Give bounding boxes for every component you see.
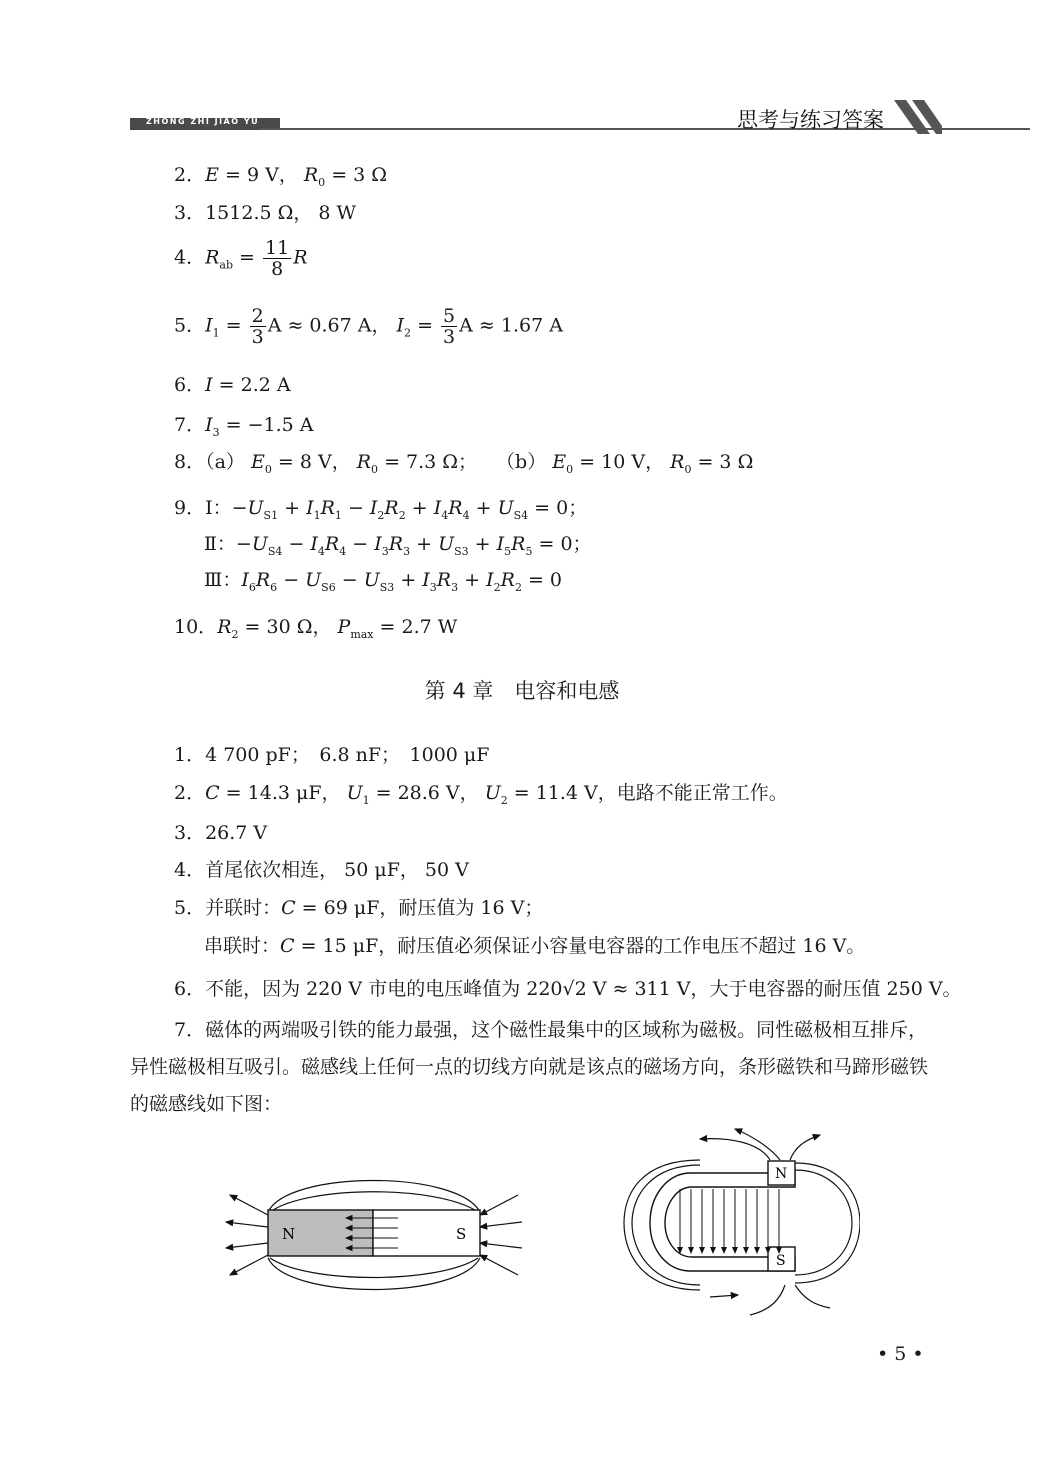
header-band-text: ZHONG ZHI JIAO YU (146, 117, 260, 126)
answer-9-loop3: Ⅲ：$I_6R_6 - U_{S6} - U_{S3} + I_3R_3 + I_2R_2 = 0$ (204, 569, 563, 594)
answer-6: 6．I = 2.2 A (174, 374, 291, 396)
ch4-answer-1: 1．4 700 pF； 6.8 nF； 1000 μF (174, 744, 490, 766)
header-stripes-icon (890, 100, 942, 134)
answer-10: 10．$R_2 = 30$ Ω， $P_{max} = 2.7$ W (174, 616, 458, 641)
ch4-answer-4: 4．首尾依次相连， 50 μF， 50 V (174, 859, 469, 881)
horseshoe-south-label: S (776, 1253, 786, 1269)
ch4-answer-6: 6．不能，因为 220 V 市电的电压峰值为 220√2 V ≈ 311 V，大于电容器的耐压值 250 V。 (174, 978, 962, 1000)
ch4-answer-5b: 串联时：C = 15 μF，耐压值必须保证小容量电容器的工作电压不超过 16 V。 (204, 935, 866, 957)
page-header (130, 100, 942, 134)
answer-2: 2．E = 9 V， $R_0 = 3$ Ω (174, 164, 388, 189)
answer-7: 7．$I_3 = -1.5$ A (174, 414, 314, 439)
header-title: 思考与练习答案 (737, 108, 884, 132)
ch4-answer-5a: 5．并联时：C = 69 μF，耐压值为 16 V； (174, 897, 544, 919)
horseshoe-magnet-figure (620, 1125, 860, 1320)
horseshoe-north-label: N (775, 1166, 788, 1182)
answer-4: 4．$R_{ab}$ = $\frac{11}{8}$ R (174, 237, 308, 280)
answer-9-loop1: 9．Ⅰ：$-U_{S1} + I_1R_1 - I_2R_2 + I_4R_4 + U_{S4} = 0$； (174, 497, 588, 522)
answer-3: 3．1512.5 Ω， 8 W (174, 202, 357, 224)
ch4-answer-7: 7．磁体的两端吸引铁的能力最强，这个磁性最集中的区域称为磁极。同性磁极相互排斥，异性磁极相互吸引。磁感线上任何一点的切线方向就是该点的磁场方向，条形磁铁和马蹄形磁铁的磁感线如下图： (130, 1019, 929, 1115)
answer-8: 8．（a） $E_0 = 8$ V， $R_0 = 7.3$ Ω； （b） $E_0 = 10$ V， $R_0 = 3$ Ω (174, 451, 754, 476)
ch4-answer-3: 3．26.7 V (174, 822, 268, 844)
bar-magnet-figure (218, 1160, 528, 1310)
bar-south-label: S (456, 1225, 467, 1243)
answer-9-loop2: Ⅱ：$-U_{S4} - I_4R_4 - I_3R_3 + U_{S3} + I_5R_5 = 0$； (204, 533, 592, 558)
bar-north-label: N (282, 1225, 296, 1243)
answer-5: 5．$I_1$ = $\frac{2}{3}$ A ≈ 0.67 A， $I_2$ = $\frac{5}{3}$ A ≈ 1.67 A (174, 305, 563, 348)
chapter-title: 第 4 章 电容和电感 (424, 679, 620, 703)
ch4-answer-2: 2．C = 14.3 μF， $U_1 = 28.6$ V， $U_2 = 11.4$ V，电路不能正常工作。 (174, 782, 788, 807)
page-number: • 5 • (877, 1343, 924, 1365)
